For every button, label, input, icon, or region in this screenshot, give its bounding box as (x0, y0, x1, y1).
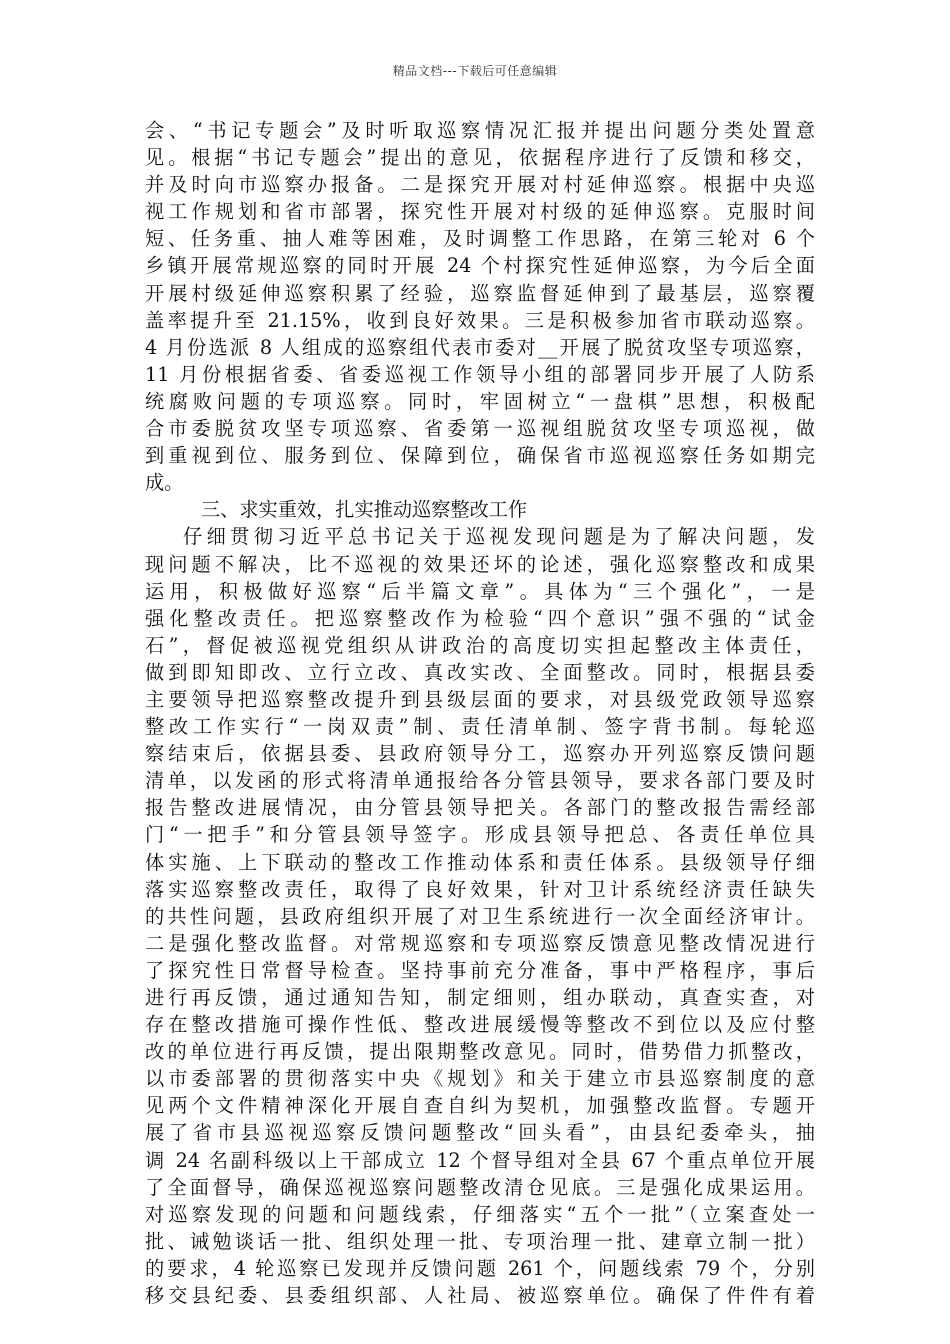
paragraph-1 (145, 117, 815, 496)
text-line: 乡镇开展常规巡察的同时开展 24 个村探究性延伸巡察，为今后全面 (145, 254, 815, 278)
text-line: 现问题不解决，比不巡视的效果还坏的论述，强化巡察整改和成果 (145, 552, 815, 576)
text-line: 统腐败问题的专项巡察。同时，牢固树立“一盘棋”思想，积极配 (145, 389, 815, 413)
text-line: 报告整改进展情况，由分管县领导把关。各部门的整改报告需经部 (145, 796, 815, 820)
text-line: 开展村级延伸巡察积累了经验，巡察监督延伸到了最基层，巡察覆 (145, 281, 815, 305)
text-line: 并及时向市巡察办报备。二是探究开展对村延伸巡察。根据中央巡 (145, 173, 815, 197)
text-line: 做到即知即改、立行立改、真改实改、全面整改。同时，根据县委 (145, 660, 815, 684)
text-line: 对巡察发现的问题和问题线索，仔细落实“五个一批”（立案查处一 (145, 1202, 815, 1226)
text-line: 运用，积极做好巡察“后半篇文章”。具体为“三个强化”，一是 (145, 579, 815, 603)
text-line: 石”，督促被巡视党组织从讲政治的高度切实担起整改主体责任， (145, 633, 815, 657)
text-line: 存在整改措施可操作性低、整改进展缓慢等整改不到位以及应付整 (145, 1013, 815, 1037)
text-line: 仔细贯彻习近平总书记关于巡视发现问题是为了解决问题，发 (183, 525, 815, 549)
section-heading: 三、求实重效，扎实推动巡察整改工作 (201, 498, 528, 522)
text-line: 移交县纪委、县委组织部、人社局、被巡察单位。确保了件件有着 (145, 1284, 815, 1308)
text-line: 主要领导把巡察整改提升到县级层面的要求，对县级党政领导巡察 (145, 687, 815, 711)
text-line: 成。 (145, 471, 184, 495)
text-line: 落实巡察整改责任，取得了良好效果，针对卫计系统经济责任缺失 (145, 877, 815, 901)
text-line: 二是强化整改监督。对常规巡察和专项巡察反馈意见整改情况进行 (145, 931, 815, 955)
text-line: 4 月份选派 8 人组成的巡察组代表市委对__开展了脱贫攻坚专项巡察， (145, 335, 815, 359)
text-line: 见两个文件精神深化开展自查自纠为契机，加强整改监督。专题开 (145, 1094, 815, 1118)
text-line: 批、诫勉谈话一批、组织处理一批、专项治理一批、建章立制一批） (145, 1229, 815, 1253)
text-line: 调 24 名副科级以上干部成立 12 个督导组对全县 67 个重点单位开展 (145, 1148, 815, 1172)
document-body (145, 117, 815, 1309)
text-line: 改的单位进行再反馈，提出限期整改意见。同时，借势借力抓整改， (145, 1040, 815, 1064)
text-line: 门“一把手”和分管县领导签字。形成县领导把总、各责任单位具 (145, 823, 815, 847)
text-line: 体实施、上下联动的整改工作推动体系和责任体系。县级领导仔细 (145, 850, 815, 874)
text-line: 到重视到位、服务到位、保障到位，确保省市巡视巡察任务如期完 (145, 444, 815, 468)
text-line: 盖率提升至 21.15%，收到良好效果。三是积极参加省市联动巡察。 (145, 308, 815, 332)
text-line: 的要求，4 轮巡察已发现并反馈问题 261 个，问题线索 79 个，分别 (145, 1256, 815, 1280)
text-line: 的共性问题，县政府组织开展了对卫生系统进行一次全面经济审计。 (145, 904, 815, 928)
text-line: 强化整改责任。把巡察整改作为检验“四个意识”强不强的“试金 (145, 606, 815, 630)
text-line: 合市委脱贫攻坚专项巡察、省委第一巡视组脱贫攻坚专项巡视，做 (145, 417, 815, 441)
text-line: 展了省市县巡视巡察反馈问题整改“回头看”，由县纪委牵头，抽 (145, 1121, 815, 1145)
text-line: 视工作规划和省市部署，探究性开展对村级的延伸巡察。克服时间 (145, 200, 815, 224)
text-line: 短、任务重、抽人难等困难，及时调整工作思路，在第三轮对 6 个 (145, 227, 815, 251)
text-line: 整改工作实行“一岗双责”制、责任清单制、签字背书制。每轮巡 (145, 715, 815, 739)
text-line: 见。根据“书记专题会”提出的意见，依据程序进行了反馈和移交， (145, 146, 815, 170)
text-line: 清单，以发函的形式将清单通报给各分管县领导，要求各部门要及时 (145, 769, 815, 793)
text-line: 察结束后，依据县委、县政府领导分工，巡察办开列巡察反馈问题 (145, 742, 815, 766)
paragraph-2 (145, 523, 815, 1309)
text-line: 了全面督导，确保巡视巡察问题整改清仓见底。三是强化成果运用。 (145, 1175, 815, 1199)
text-line: 进行再反馈，通过通知告知，制定细则，组办联动，真查实查，对 (145, 986, 815, 1009)
text-line: 会、“书记专题会”及时听取巡察情况汇报并提出问题分类处置意 (145, 119, 815, 142)
page-header: 精品文档---下载后可任意编辑 (392, 64, 558, 78)
text-line: 了探究性日常督导检查。坚持事前充分准备，事中严格程序，事后 (145, 958, 815, 982)
text-line: 以市委部署的贯彻落实中央《规划》和关于建立市县巡察制度的意 (145, 1067, 815, 1091)
text-line: 11 月份根据省委、省委巡视工作领导小组的部署同步开展了人防系 (145, 362, 815, 386)
